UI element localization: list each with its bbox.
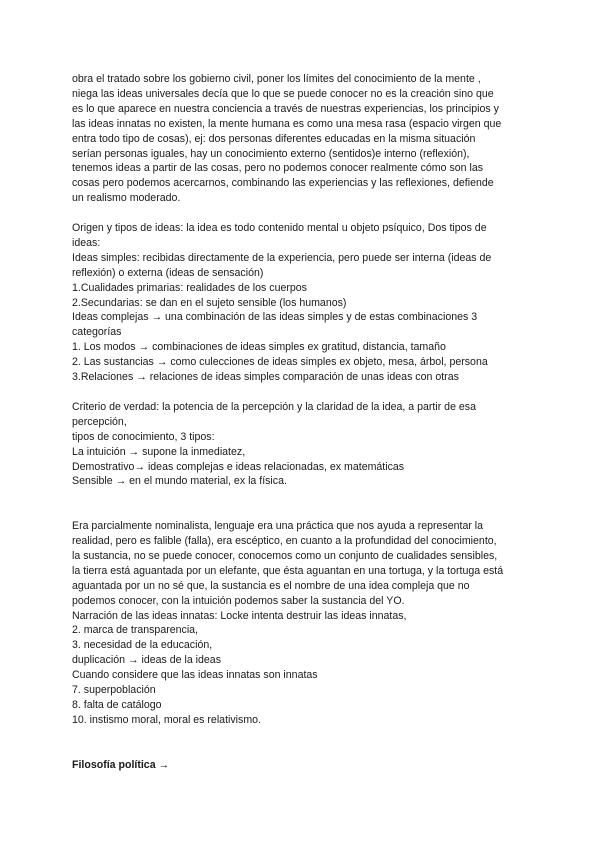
text-line: niega las ideas universales decía que lo que se puede conocer no es la creación sino que [72, 87, 494, 100]
text-line: obra el tratado sobre los gobierno civil, poner los límites del conocimiento de la mente , [72, 73, 481, 85]
text-line: 2.Secundarias: se dan en el sujeto sensible (los humanos) [72, 296, 347, 309]
text-line: Era parcialmente nominalista, lenguaje era una práctica que nos ayuda a representar la [72, 520, 484, 533]
text-line: reflexión) o externa (ideas de sensación) [72, 266, 264, 279]
text-line: realidad, pero es falible (falla), era escéptico, en cuanto a la profundidad del conocimiento, [72, 535, 497, 548]
text-line: Demostrativo→ ideas complejas e ideas relacionadas, ex matemáticas [72, 460, 405, 473]
text-line: cosas pero podemos acercarnos, combinando las experiencias y las reflexiones, defiende [72, 177, 494, 190]
text-line: 10. instismo moral, moral es relativismo. [72, 713, 261, 726]
paragraph-criterio-verdad [72, 400, 532, 489]
text-line: Criterio de verdad: la potencia de la percepción y la claridad de la idea, a partir de esa [72, 400, 476, 413]
text-line: 3. necesidad de la educación, [72, 639, 213, 652]
text-line: serían personas iguales, hay un conocimiento externo (sentidos)e interno (reflexión), [72, 147, 470, 160]
text-line: un realismo moderado. [72, 192, 181, 205]
text-line: 3.Relaciones → relaciones de ideas simples comparación de unas ideas con otras [72, 371, 459, 384]
text-line: aguantada por un no sé que, la sustancia es el nombre de una idea compleja que no [72, 579, 470, 592]
text-line: las ideas innatas no existen, la mente humana es como una mesa rasa (espacio virgen que [72, 117, 502, 130]
spacer [72, 206, 532, 221]
text-line: tenemos ideas a partir de las cosas, pero no podemos conocer realmente cómo son las [72, 162, 484, 175]
text-line: 2. Las sustancias → como culecciones de ideas simples ex objeto, mesa, árbol, persona [72, 356, 488, 369]
text-line: 2. marca de transparencia, [72, 624, 199, 637]
text-line: ideas: [72, 236, 101, 249]
text-line: percepción, [72, 415, 127, 428]
text-line: 7. superpoblación [72, 684, 156, 697]
paragraph-origen-ideas [72, 221, 532, 385]
spacer [72, 728, 532, 758]
text-line: categorías [72, 326, 122, 339]
text-line: es lo que aparece en nuestra conciencia a través de nuestras experiencias, los principios y [72, 102, 499, 115]
text-line: la tierra está aguantada por un elefante, que ésta aguantan en una tortuga, y la tortuga está [72, 564, 504, 577]
text-line: Narración de las ideas innatas: Locke intenta destruir las ideas innatas, [72, 609, 407, 622]
paragraph-locke-intro [72, 72, 532, 206]
text-line: Ideas simples: recibidas directamente de la experiencia, pero puede ser interna (ideas de [72, 251, 492, 264]
text-line: la sustancia, no se puede conocer, conocemos como un conjunto de cualidades sensibles, [72, 549, 498, 562]
spacer [72, 385, 532, 400]
spacer [72, 489, 532, 519]
text-line: tipos de conocimiento, 3 tipos: [72, 430, 215, 443]
text-line: Sensible → en el mundo material, ex la física. [72, 475, 287, 488]
section-heading: Filosofía política → [72, 758, 170, 771]
text-line: 1.Cualidades primarias: realidades de los cuerpos [72, 281, 307, 294]
text-line: 8. falta de catálogo [72, 699, 162, 712]
text-line: 1. Los modos → combinaciones de ideas simples ex gratitud, distancia, tamaño [72, 341, 446, 354]
text-line: entra todo tipo de cosas), ej: dos personas diferentes educadas en la misma situación [72, 132, 476, 145]
text-line: Cuando considere que las ideas innatas son innatas [72, 669, 318, 682]
text-line: Ideas complejas → una combinación de las ideas simples y de estas combinaciones 3 [72, 311, 478, 324]
text-line: Origen y tipos de ideas: la idea es todo contenido mental u objeto psíquico, Dos tipos de [72, 222, 487, 235]
text-line: podemos conocer, con la intuición podemos saber la sustancia del YO. [72, 594, 405, 607]
text-line: La intuición → supone la inmediatez, [72, 445, 246, 458]
text-line: duplicación → ideas de la ideas [72, 654, 221, 667]
document-page [72, 72, 532, 773]
paragraph-nominalismo [72, 519, 532, 728]
